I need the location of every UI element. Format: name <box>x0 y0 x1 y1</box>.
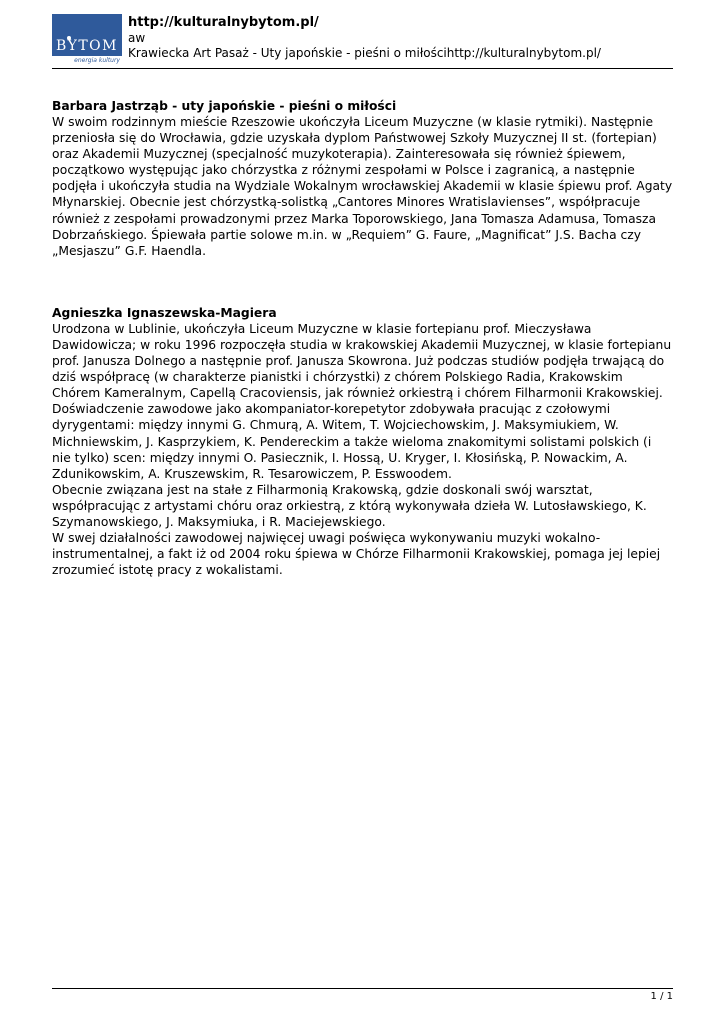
section-title-barbara: Barbara Jastrząb - uty japońskie - pieśni o miłości <box>52 99 397 113</box>
page-footer <box>52 988 673 1002</box>
article-body <box>52 98 673 578</box>
bytom-logo <box>52 14 122 65</box>
section-text-agnieszka-2: Doświadczenie zawodowe jako akompaniator-korepetytor zdobywała pracując z czołowymi dyrygentami: między innymi G. Chmurą, A. Witem, T. Wojciechowskim, J. Maksymiukiem, W. Michniewskim, J. Kasprzykiem, K. Pendereckim a także wieloma znakomitymi solistami polskich (i nie tylko) scen: między innymi O. Pasiecznik, I. Hossą, U. Kryger, I. Kłosińską, P. Nowackim, A. Zdunikowskim, A. Kruszewskim, R. Tesarowiczem, P. Esswoodem. <box>52 402 652 481</box>
page-number: 1 / 1 <box>650 991 673 1002</box>
logo-subtitle: energia kultury <box>52 56 122 65</box>
logo-text: BYTOM <box>56 38 118 54</box>
header-code: aw <box>128 31 146 45</box>
section-text-agnieszka-3: Obecnie związana jest na stałe z Filharmonią Krakowską, gdzie doskonali swój warsztat, współpracując z artystami chóru oraz orkiestrą, z którą wykonywała dzieła W. Lutosławskiego, K. Szymanowskiego, J. Maksymiuka, i R. Maciejewskiego. <box>52 482 647 529</box>
section-text-agnieszka-1: Urodzona w Lublinie, ukończyła Liceum Muzyczne w klasie fortepianu prof. Mieczysława Dawidowicza; w roku 1996 rozpoczęła studia w krakowskiej Akademii Muzycznej, w klasie fortepianu prof. Janusza Dolnego a następnie prof. Janusza Skowrona. Już podczas studiów podjęła trwającą do dziś współpracę (w charakterze pianistki i chórzystki) z chórem Polskiego Radia, Krakowskim Chórem Kameralnym, Capellą Cracoviensis, jak również orkiestrą i chórem Filharmonii Krakowskiej. <box>52 321 672 401</box>
header-url: http://kulturalnybytom.pl/ <box>128 15 319 30</box>
section-title-agnieszka: Agnieszka Ignaszewska-Magiera <box>52 305 277 320</box>
section-text-barbara: W swoim rodzinnym mieście Rzeszowie ukończyła Liceum Muzyczne (w klasie rytmiki). Następnie przeniosła się do Wrocławia, gdzie uzyskała dyplom Państwowej Szkoły Muzycznej II st. (fortepian) oraz Akademii Muzycznej (specjalność muzykoterapia). Zainteresowała się również śpiewem, początkowo występując jako chórzystka z różnymi zespołami w Polsce i zagranicą, a następnie podjęła i ukończyła studia na Wydziale Wokalnym wrocławskiej Akademii w klasie śpiewu prof. Agaty Młynarskiej. Obecnie jest chórzystką-solistką „Cantores Minores Wratislavienses”, współpracuje również z zespołami prowadzonymi przez Marka Toporowskiego, Jana Tomasza Adamusa, Tomasza Dobrzańskiego. Śpiewała partie solowe m.in. w „Requiem” G. Faure, „Magnificat” J.S. Bacha czy „Mesjaszu” G.F. Haendla. <box>52 115 673 258</box>
header-meta: Krawiecka Art Pasaż - Uty japońskie - pieśni o miłościhttp://kulturalnybytom.pl/ <box>128 46 601 60</box>
section-text-agnieszka-4: W swej działalności zawodowej najwięcej uwagi poświęca wykonywaniu muzyki wokalno-instrumentalnej, a fakt iż od 2004 roku śpiewa w Chórze Filharmonii Krakowskiej, pomaga jej lepiej zrozumieć istotę pracy z wokalistami. <box>52 531 661 578</box>
header-info <box>128 14 673 61</box>
page-header <box>52 14 673 69</box>
